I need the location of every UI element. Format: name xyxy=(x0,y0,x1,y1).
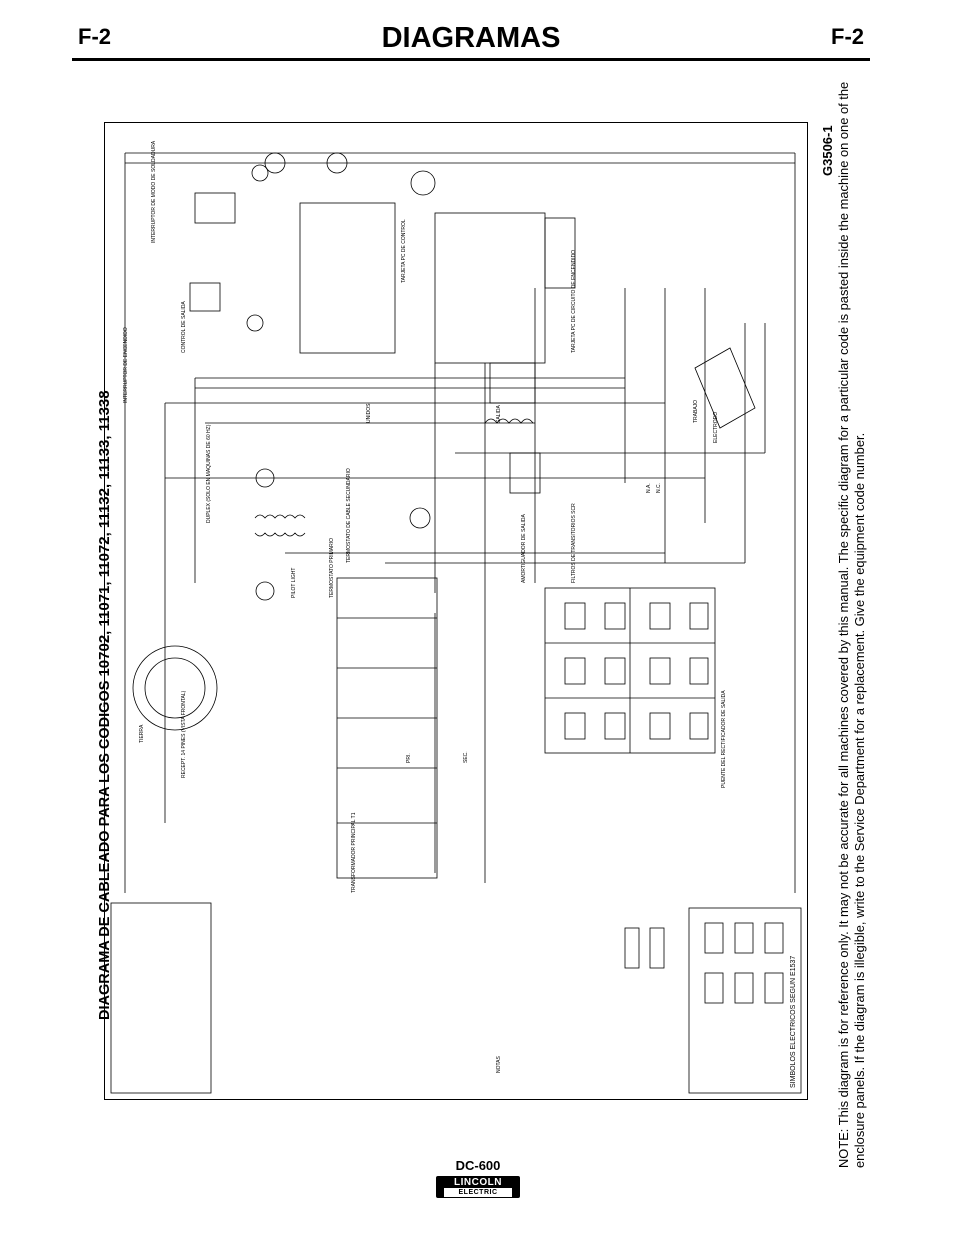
label-control-salida: CONTROL DE SALIDA xyxy=(181,301,187,353)
label-pilot: PILOT LIGHT xyxy=(291,567,297,598)
supply-box xyxy=(111,903,211,1093)
firing-board xyxy=(435,213,545,363)
control-board xyxy=(300,203,395,353)
drawing-code: G3506-1 xyxy=(820,125,835,176)
label-duplex: DUPLEX (SOLO EN MAQUINAS DE 60 HZ) xyxy=(206,424,212,523)
label-trans-principal: TRANSFORMADOR PRINCIPAL T1 xyxy=(351,812,357,893)
page-footer xyxy=(428,1158,528,1198)
label-trabajo: TRABAJO xyxy=(693,399,699,423)
label-filtros: FILTROS DE TRANSITORIOS SCR xyxy=(571,503,577,583)
label-sec: SEC. xyxy=(463,751,469,763)
label-notas: NOTAS xyxy=(496,1056,502,1073)
symbols-caption: SIMBOLOS ELECTRICOS SEGUN E1537 xyxy=(790,955,797,1088)
label-amortiguador: AMORTIGUADOR DE SALIDA xyxy=(521,514,527,583)
header-rule xyxy=(72,58,870,61)
lincoln-electric-logo xyxy=(436,1176,520,1198)
section-number-right: F-2 xyxy=(831,24,864,49)
label-interruptor-modo: INTERRUPTOR DE MODO DE SOLDADURA xyxy=(151,140,157,243)
label-puente: PUENTE DEL RECTIFICADOR DE SALIDA xyxy=(721,690,727,788)
label-electrodo: ELECTRODO xyxy=(713,411,719,443)
page-header xyxy=(72,24,870,58)
model-name: DC-600 xyxy=(455,1158,501,1173)
logo-top-text: LINCOLN xyxy=(454,1177,502,1188)
label-termostato-primario: TERMOSTATO PRIMARIO xyxy=(329,537,335,598)
label-receptaculo: RECEPT. 14 PINES (VISTA FRONTAL) xyxy=(181,690,187,778)
label-tierra: TIERRA xyxy=(139,724,145,743)
section-number-left: F-2 xyxy=(78,24,111,49)
logo-bottom-text: ELECTRIC xyxy=(444,1188,512,1197)
wiring-diagram xyxy=(104,122,808,1100)
label-na: N.A. xyxy=(646,483,652,493)
label-tarjeta-control: TARJETA PC DE CONTROL xyxy=(401,219,407,283)
diagram-labels xyxy=(123,140,727,1073)
wiring-diagram-drawing xyxy=(105,123,809,1101)
label-termostato-secundario: TERMOSTATO DE CABLE SECUNDARIO xyxy=(346,468,352,563)
reference-note: NOTE: This diagram is for reference only. It may not be accurate for all machines covered by this manual. The specific diagram for a particular code is pasted inside the machine on one of the enclosure panels. If the diagram is illegible, write to the Service Department for a replacement. Give the equipment code number. xyxy=(836,81,867,1168)
diagram-title-codes: 10702, 11071, 11072, 11132, 11133, 11338 xyxy=(96,390,113,677)
label-unidos: UNIDOS xyxy=(366,403,372,423)
label-nc: N.C. xyxy=(656,483,662,493)
page-title: DIAGRAMAS xyxy=(381,22,561,54)
label-salida: SALIDA xyxy=(496,405,502,423)
symbols-box xyxy=(689,908,801,1093)
label-interruptor-principal: INTERRUPTOR DE ENCENDIDO xyxy=(123,327,129,403)
label-tarjeta-circuito: TARJETA PC DE CIRCUITO DE ENCENDIDO xyxy=(571,249,577,353)
receptacle-circle xyxy=(133,646,217,730)
label-pri: PRI. xyxy=(406,753,412,763)
diagram-title-prefix: DIAGRAMA DE CABLEADO PARA LOS CODIGOS xyxy=(97,680,113,1020)
